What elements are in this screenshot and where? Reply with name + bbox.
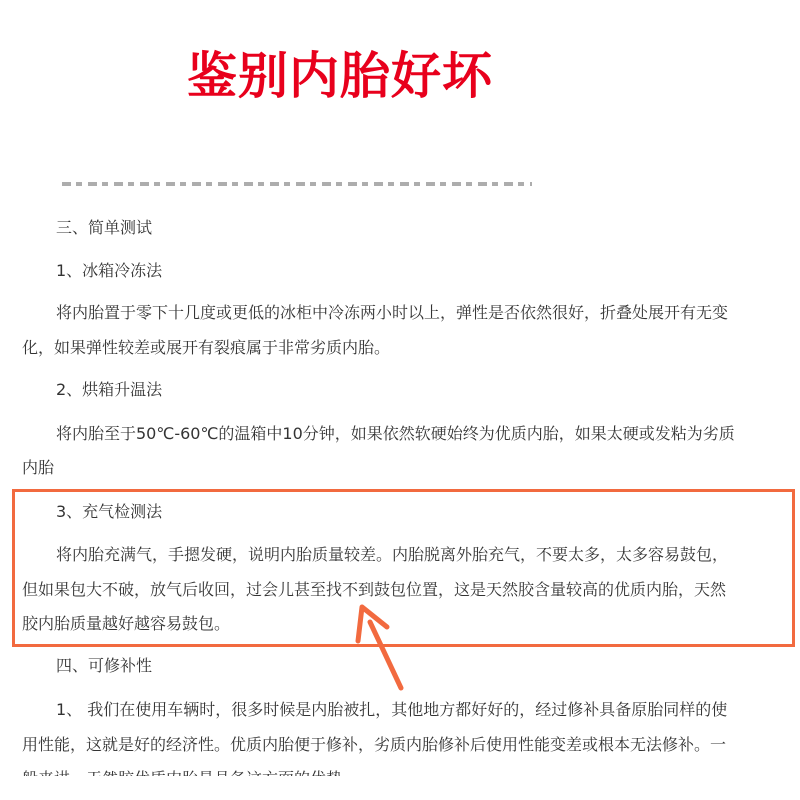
paragraph-inflation-line-2: 但如果包大不破，放气后收回，过会儿甚至找不到鼓包位置，这是天然胶含量较高的优质内胎，天然 [22,580,727,599]
paragraph-inflation-line-1: 将内胎充满气，手摁发硬，说明内胎质量较差。内胎脱离外胎充气，不要太多，太多容易鼓包， [56,545,729,564]
cut-off-text-line [62,176,532,188]
paragraph-oven-line-2: 内胎 [22,458,55,477]
paragraph-inflation-line-3: 胶内胎质量越好越容易鼓包。 [22,614,231,633]
paragraph-repair-line-2: 用性能，这就是好的经济性。优质内胎便于修补，劣质内胎修补后使用性能变差或根本无法修补。一 [22,735,727,754]
paragraph-oven-line-1: 将内胎至于50℃-60℃的温箱中10分钟，如果依然软硬始终为优质内胎，如果太硬或发粘为劣质 [56,424,735,443]
bottom-crop-mask [0,776,800,800]
paragraph-repair-line-1: 1、 我们在使用车辆时，很多时候是内胎被扎，其他地方都好好的，经过修补具备原胎同样的使 [56,700,728,719]
paragraph-freezer-line-1: 将内胎置于零下十几度或更低的冰柜中冷冻两小时以上，弹性是否依然很好，折叠处展开有无变 [56,303,729,322]
section-heading-simple-test: 三、简单测试 [56,218,153,237]
subheading-oven-method: 2、烘箱升温法 [56,380,163,399]
paragraph-freezer-line-2: 化，如果弹性较差或展开有裂痕属于非常劣质内胎。 [22,338,391,357]
subheading-freezer-method: 1、冰箱冷冻法 [56,261,163,280]
subheading-inflation-method: 3、充气检测法 [56,502,163,521]
section-heading-repairability: 四、可修补性 [56,656,153,675]
headline: 鉴别内胎好坏 [187,47,493,105]
